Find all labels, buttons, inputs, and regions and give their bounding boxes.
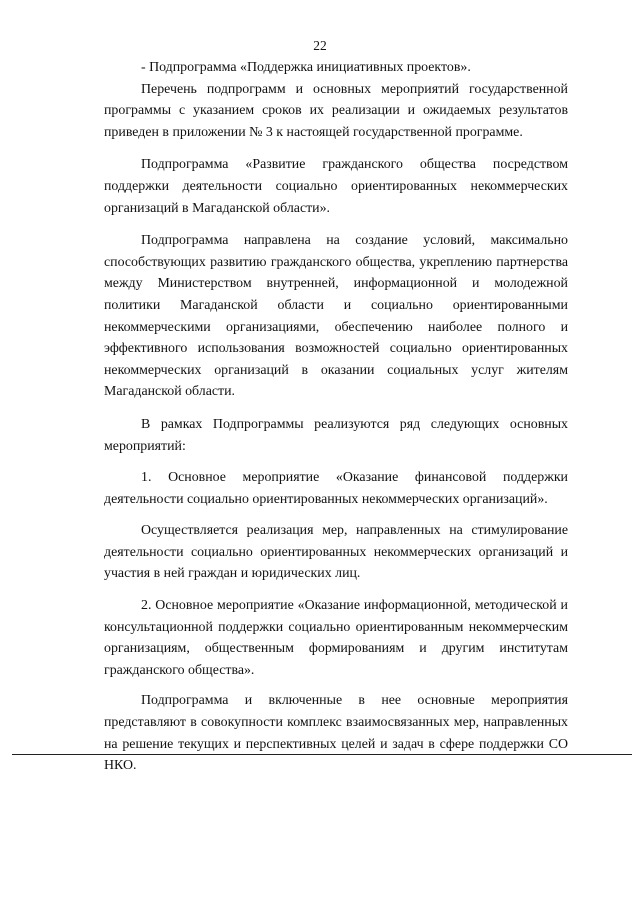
document-body [104, 57, 568, 777]
paragraph-subprogram-goals: Подпрограмма направлена на создание условий, максимально способствующих развитию гражданского общества, укреплению партнерства между Министерством внутренней, информационной и молодежной политики Магаданской области и социально ориентированными некоммерческими организациями, обеспечению наиболее полного и эффективного использования возможностей социально ориентированных некоммерческих организаций в оказании социальных услуг жителям Магаданской области. [104, 233, 568, 400]
paragraph-initiative-subprogram: - Подпрограмма «Поддержка инициативных проектов». [141, 60, 471, 75]
paragraph-activities-intro: В рамках Подпрограммы реализуются ряд следующих основных мероприятий: [104, 416, 568, 454]
footer-divider [12, 754, 632, 755]
paragraph-summary: Подпрограмма и включенные в нее основные мероприятия представляют в совокупности комплекс взаимосвязанных мер, направленных на решение текущих и перспективных целей и задач в сфере поддержки СО НКО. [104, 693, 568, 774]
paragraph-program-list: Перечень подпрограмм и основных мероприятий государственной программы с указанием сроков их реализации и ожидаемых результатов приведен в приложении № 3 к настоящей государственной программе. [104, 81, 568, 140]
paragraph-civil-society-subprogram: Подпрограмма «Развитие гражданского общества посредством поддержки деятельности социально ориентированных некоммерческих организаций в Магаданской области». [104, 157, 568, 216]
paragraph-activity-1-details: Осуществляется реализация мер, направленных на стимулирование деятельности социально ориентированных некоммерческих организаций и участия в ней граждан и юридических лиц. [104, 523, 568, 582]
page-number: 22 [313, 38, 327, 53]
paragraph-activity-2: 2. Основное мероприятие «Оказание информационной, методической и консультационной поддержки социально ориентированным некоммерческим организациям, общественным формированиям и другим институтам гражданского общества». [104, 598, 568, 678]
paragraph-activity-1: 1. Основное мероприятие «Оказание финансовой поддержки деятельности социально ориентированных некоммерческих организаций». [104, 470, 568, 507]
